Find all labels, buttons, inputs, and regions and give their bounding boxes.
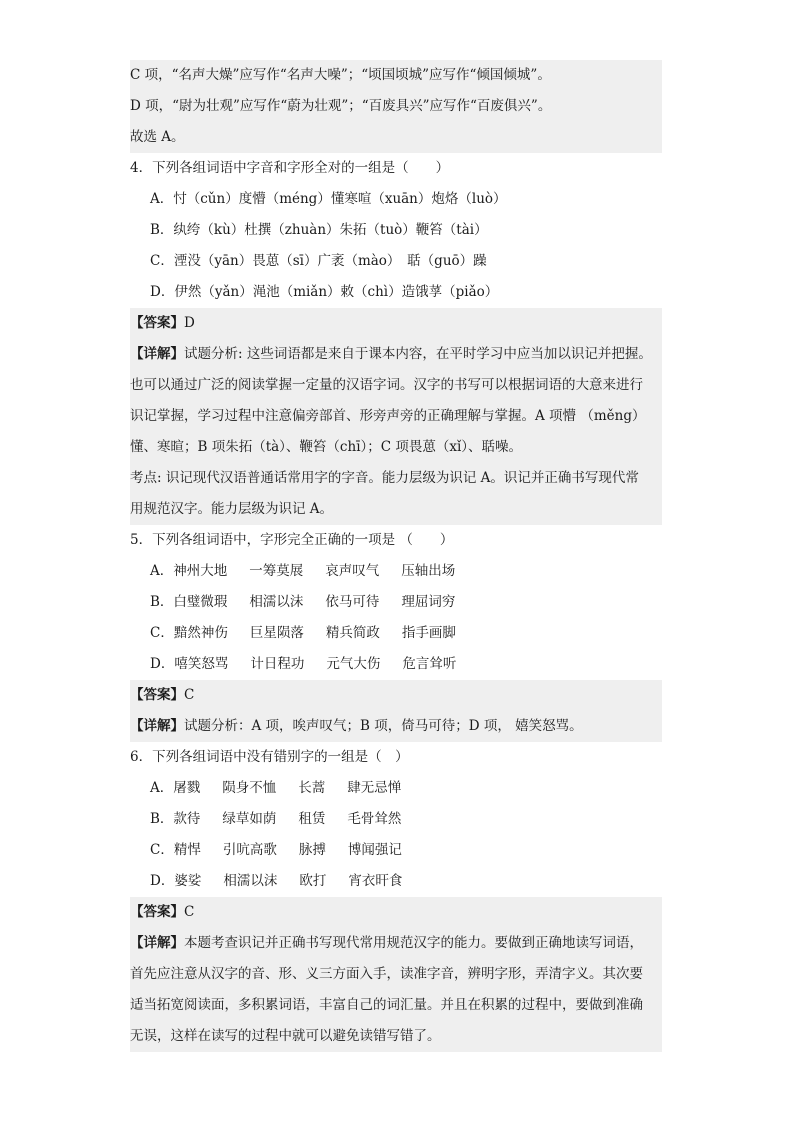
detail-label: 【详解】 [130, 346, 184, 362]
q6-detail-2: 首先应注意从汉字的音、形、义三方面入手，读准字音，辨明字形，弄清字义。其次要 [130, 959, 662, 990]
q4-option-a: A．忖（cǔn）度懵（méng）懂寒喧（xuān）炮烙（luò） [150, 191, 507, 207]
q5-stem: 5．下列各组词语中，字形完全正确的一项是 （ ） [130, 532, 454, 548]
q5-detail-1: 【详解】试题分析：A 项，唉声叹气；B 项，倚马可待；D 项， 嬉笑怒骂。 [130, 711, 662, 742]
q5-option-b: B．白璧微瑕 相濡以沫 依马可待 理屈词穷 [150, 594, 456, 610]
q5-answer [130, 680, 662, 711]
q6-detail-4: 无误，这样在读写的过程中就可以避免读错写错了。 [130, 1021, 662, 1052]
q4-stem: 4．下列各组词语中字音和字形全对的一组是（ ） [130, 160, 450, 176]
detail-label: 【详解】 [130, 935, 184, 951]
q6-option-d: D．婆娑 相濡以沫 欧打 宵衣旰食 [150, 873, 403, 889]
answer-value: C [184, 904, 195, 920]
answer-label: 【答案】 [130, 904, 184, 920]
q4-detail-3: 识记掌握，学习过程中注意偏旁部首、形旁声旁的正确理解与掌握。A 项懵 （měng） [130, 401, 662, 432]
q6-detail-3: 适当拓宽阅读面，多积累词语，丰富自己的词汇量。并且在积累的过程中，要做到准确 [130, 990, 662, 1021]
q4-detail-2: 也可以通过广泛的阅读掌握一定量的汉语字词。汉字的书写可以根据词语的大意来进行 [130, 370, 662, 401]
q6-stem: 6．下列各组词语中没有错别字的一组是（ ） [130, 749, 409, 765]
answer-value: D [184, 315, 195, 331]
answer-label: 【答案】 [130, 687, 184, 703]
q4-detail-6: 用规范汉字。能力层级为识记 A。 [130, 494, 662, 525]
q6-option-b: B．款待 绿草如荫 租赁 毛骨耸然 [150, 811, 402, 827]
q5-option-d: D．嘻笑怒骂 计日程功 元气大伤 危言耸听 [150, 656, 457, 672]
q4-detail-1: 【详解】试题分析: 这些词语都是来自于课本内容，在平时学习中应当加以识记并把握。 [130, 339, 662, 370]
q6-option-a: A．屠戮 陨身不恤 长蒿 肆无忌惮 [150, 780, 402, 796]
prev-explanation-d: D 项，“尉为壮观”应写作“蔚为壮观”；“百废具兴”应写作“百废俱兴”。 [130, 91, 662, 122]
q5-option-c: C．黯然神伤 巨星陨落 精兵简政 指手画脚 [150, 625, 456, 641]
prev-explanation-c: C 项，“名声大燥”应写作“名声大噪”；“顷国顷城”应写作“倾国倾城”。 [130, 60, 662, 91]
q6-option-c: C．精悍 引吭高歌 脉搏 博闻强记 [150, 842, 402, 858]
q6-answer [130, 897, 662, 928]
q4-option-b: B．纨绔（kù）杜撰（zhuàn）朱拓（tuò）鞭笞（tài） [150, 222, 488, 238]
q4-detail-4: 懂、寒暄；B 项朱拓（tà）、鞭笞（chī）；C 项畏葸（xǐ）、聒噪。 [130, 432, 662, 463]
prev-conclusion: 故选 A。 [130, 122, 662, 153]
q4-answer [130, 308, 662, 339]
q6-detail-1: 【详解】本题考查识记并正确书写现代常用规范汉字的能力。要做到正确地读写词语， [130, 928, 662, 959]
answer-label: 【答案】 [130, 315, 184, 331]
detail-label: 【详解】 [130, 718, 184, 734]
answer-value: C [184, 687, 195, 703]
q5-option-a: A．神州大地 一筹莫展 哀声叹气 压轴出场 [150, 563, 456, 579]
q4-detail-5: 考点: 识记现代汉语普通话常用字的字音。能力层级为识记 A。识记并正确书写现代常 [130, 463, 662, 494]
q4-option-d: D．伊然（yǎn）渑池（miǎn）敕（chì）造饿莩（piǎo） [150, 284, 499, 300]
q4-option-c: C．湮没（yān）畏葸（sī）广袤（mào） 聒（guō）躁 [150, 253, 487, 269]
document-page [130, 60, 662, 1052]
